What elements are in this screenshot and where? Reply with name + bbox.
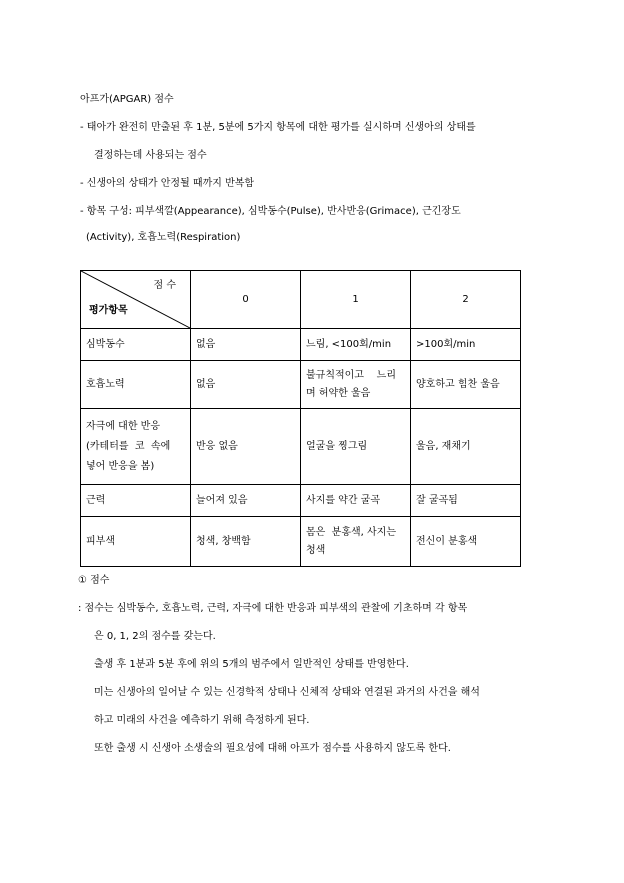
row-item-cell: 호흡노력	[81, 361, 191, 409]
paragraph-line: 하고 미래의 사건을 예측하기 위해 측정하게 된다.	[94, 715, 310, 726]
score-cell	[301, 517, 411, 567]
score-cell: 사지를 약간 굴곡	[301, 485, 411, 517]
bullet-line: - 항목 구성: 피부색깔(Appearance), 심박동수(Pulse), 반사반응(Grimace), 근긴장도	[80, 206, 461, 217]
table-header-row	[81, 271, 521, 329]
paragraph-line: 은 0, 1, 2의 점수를 갖는다.	[94, 631, 216, 642]
cell-text-line: (카테터를 코 속에	[86, 440, 171, 452]
score-cell: 없음	[191, 329, 301, 361]
row-item-cell: 근력	[81, 485, 191, 517]
bullet-line: 결정하는데 사용되는 점수	[94, 150, 207, 161]
cell-text-line: 몸은 분홍색, 사지는	[306, 526, 396, 538]
diagonal-header-cell	[81, 271, 191, 329]
paragraph-line: 또한 출생 시 신생아 소생술의 필요성에 대해 아프가 점수를 사용하지 않도록 한다.	[94, 743, 451, 754]
column-header: 1	[301, 271, 411, 329]
score-cell: 청색, 창백함	[191, 517, 301, 567]
cell-text-line: 불규칙적이고 느리	[306, 369, 396, 381]
paragraph-line: 미는 신생아의 일어날 수 있는 신경학적 상태나 신체적 상태와 연결된 과거의 사건을 해석	[94, 687, 480, 698]
apgar-table	[80, 270, 521, 567]
paragraph-line: : 점수는 심박동수, 호흡노력, 근력, 자극에 대한 반응과 피부색의 관찰에 기초하며 각 항목	[78, 603, 468, 614]
bullet-line: (Activity), 호흡노력(Respiration)	[86, 232, 241, 243]
table-row	[81, 361, 521, 409]
score-cell: 얼굴을 찡그림	[301, 409, 411, 485]
column-header: 2	[411, 271, 521, 329]
table-row	[81, 485, 521, 517]
header-score-label: 점 수	[153, 280, 176, 291]
cell-text-line: 청색	[306, 544, 326, 556]
table-row	[81, 329, 521, 361]
score-cell: 늘어져 있음	[191, 485, 301, 517]
section-heading: ① 점수	[78, 575, 110, 586]
cell-text-line: 자극에 대한 반응	[86, 420, 160, 432]
score-cell: 느림, <100회/min	[301, 329, 411, 361]
bullet-line: - 신생아의 상태가 안정될 때까지 반복함	[80, 178, 255, 189]
score-cell: 양호하고 힘찬 울음	[411, 361, 521, 409]
cell-text-line: 넣어 반응을 봄)	[86, 460, 155, 472]
document-title: 아프가(APGAR) 점수	[80, 94, 174, 105]
column-header: 0	[191, 271, 301, 329]
row-item-cell: 심박동수	[81, 329, 191, 361]
cell-text-line: 며 허약한 울음	[306, 387, 371, 399]
score-cell: 울음, 재채기	[411, 409, 521, 485]
header-item-label: 평가항목	[89, 305, 128, 316]
score-cell: 없음	[191, 361, 301, 409]
score-cell: >100회/min	[411, 329, 521, 361]
paragraph-line: 출생 후 1분과 5분 후에 위의 5개의 범주에서 일반적인 상태를 반영한다.	[94, 659, 409, 670]
score-cell: 전신이 분홍색	[411, 517, 521, 567]
score-cell: 반응 없음	[191, 409, 301, 485]
row-item-cell	[81, 409, 191, 485]
score-cell	[301, 361, 411, 409]
bullet-line: - 태아가 완전히 만출된 후 1분, 5분에 5가지 항목에 대한 평가를 실시하며 신생아의 상태를	[80, 122, 476, 133]
table-row	[81, 409, 521, 485]
score-cell: 잘 굴곡됨	[411, 485, 521, 517]
row-item-cell: 피부색	[81, 517, 191, 567]
table-row	[81, 517, 521, 567]
